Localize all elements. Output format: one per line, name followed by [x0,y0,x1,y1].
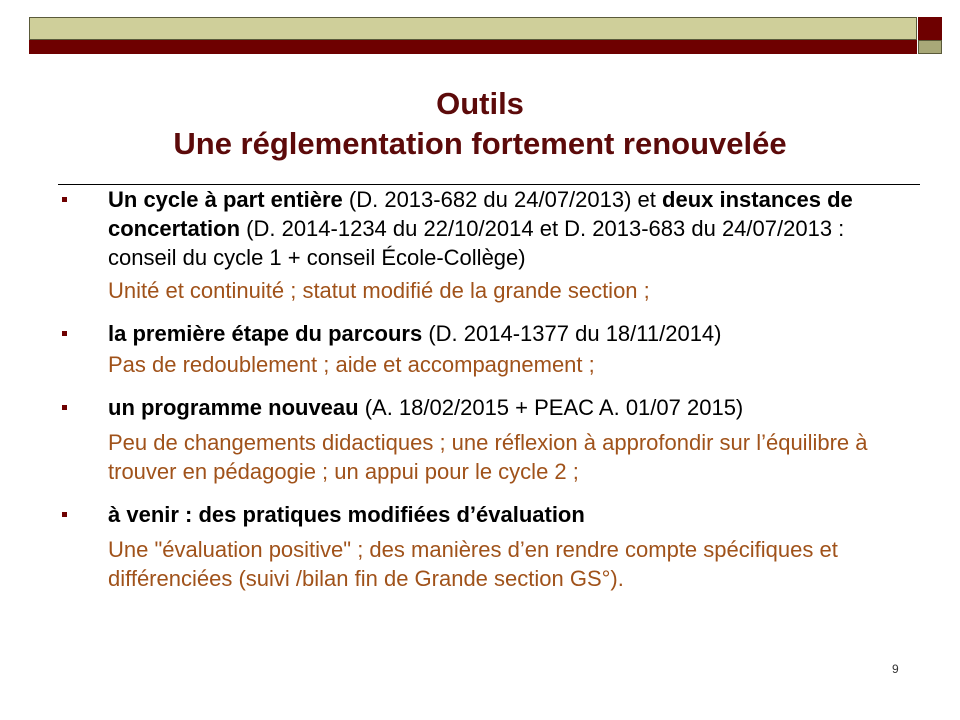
item-text [108,319,918,348]
item-subtext: Unité et continuité ; statut modifié de la grande section ; [108,278,650,303]
item-subtext: Peu de changements didactiques ; une réflexion à approfondir sur l’équilibre à trouver en pédagogie ; un appui pour le cycle 2 ; [108,430,868,484]
list-item [58,500,918,593]
item-bold: la première étape du parcours [108,321,423,346]
list-item [58,393,918,486]
bullet-icon [62,512,67,517]
item-plain: (D. 2014-1234 du 22/10/2014 et D. 2013-683 du 24/07/2013 : conseil du cycle 1 + conseil École-Collège) [108,216,845,270]
item-plain: (D. 2013-682 du 24/07/2013) et [342,187,663,212]
header-square-top [918,17,942,40]
item-bold: deux instances de concertation [108,187,853,241]
bullet-icon [62,331,67,336]
item-text [108,500,918,529]
list-item [58,185,918,305]
page-number: 9 [892,662,899,676]
slide-title [0,84,960,164]
title-line-2: Une réglementation fortement renouvelée [173,126,787,161]
title-line-1: Outils [436,86,524,121]
item-bold: à venir : des pratiques modifiées d’évaluation [108,502,585,527]
item-text [108,185,918,272]
item-plain: (D. 2014-1377 du 18/11/2014) [422,321,722,346]
header-square-bottom [918,40,942,54]
item-bold: un programme nouveau [108,395,359,420]
item-bold: Un cycle à part entière [108,187,343,212]
item-text [108,393,918,422]
item-subtext: Une "évaluation positive" ; des manières d’en rendre compte spécifiques et différenciées (suivi /bilan fin de Grande section GS°). [108,537,838,591]
item-subtext: Pas de redoublement ; aide et accompagnement ; [108,352,595,377]
list-item [58,319,918,379]
header-bar-bottom [29,40,917,54]
bullet-icon [62,405,67,410]
bullet-list [58,184,918,593]
header-bar-top [29,17,917,40]
bullet-icon [62,197,67,202]
item-plain: (A. 18/02/2015 + PEAC A. 01/07 2015) [358,395,744,420]
